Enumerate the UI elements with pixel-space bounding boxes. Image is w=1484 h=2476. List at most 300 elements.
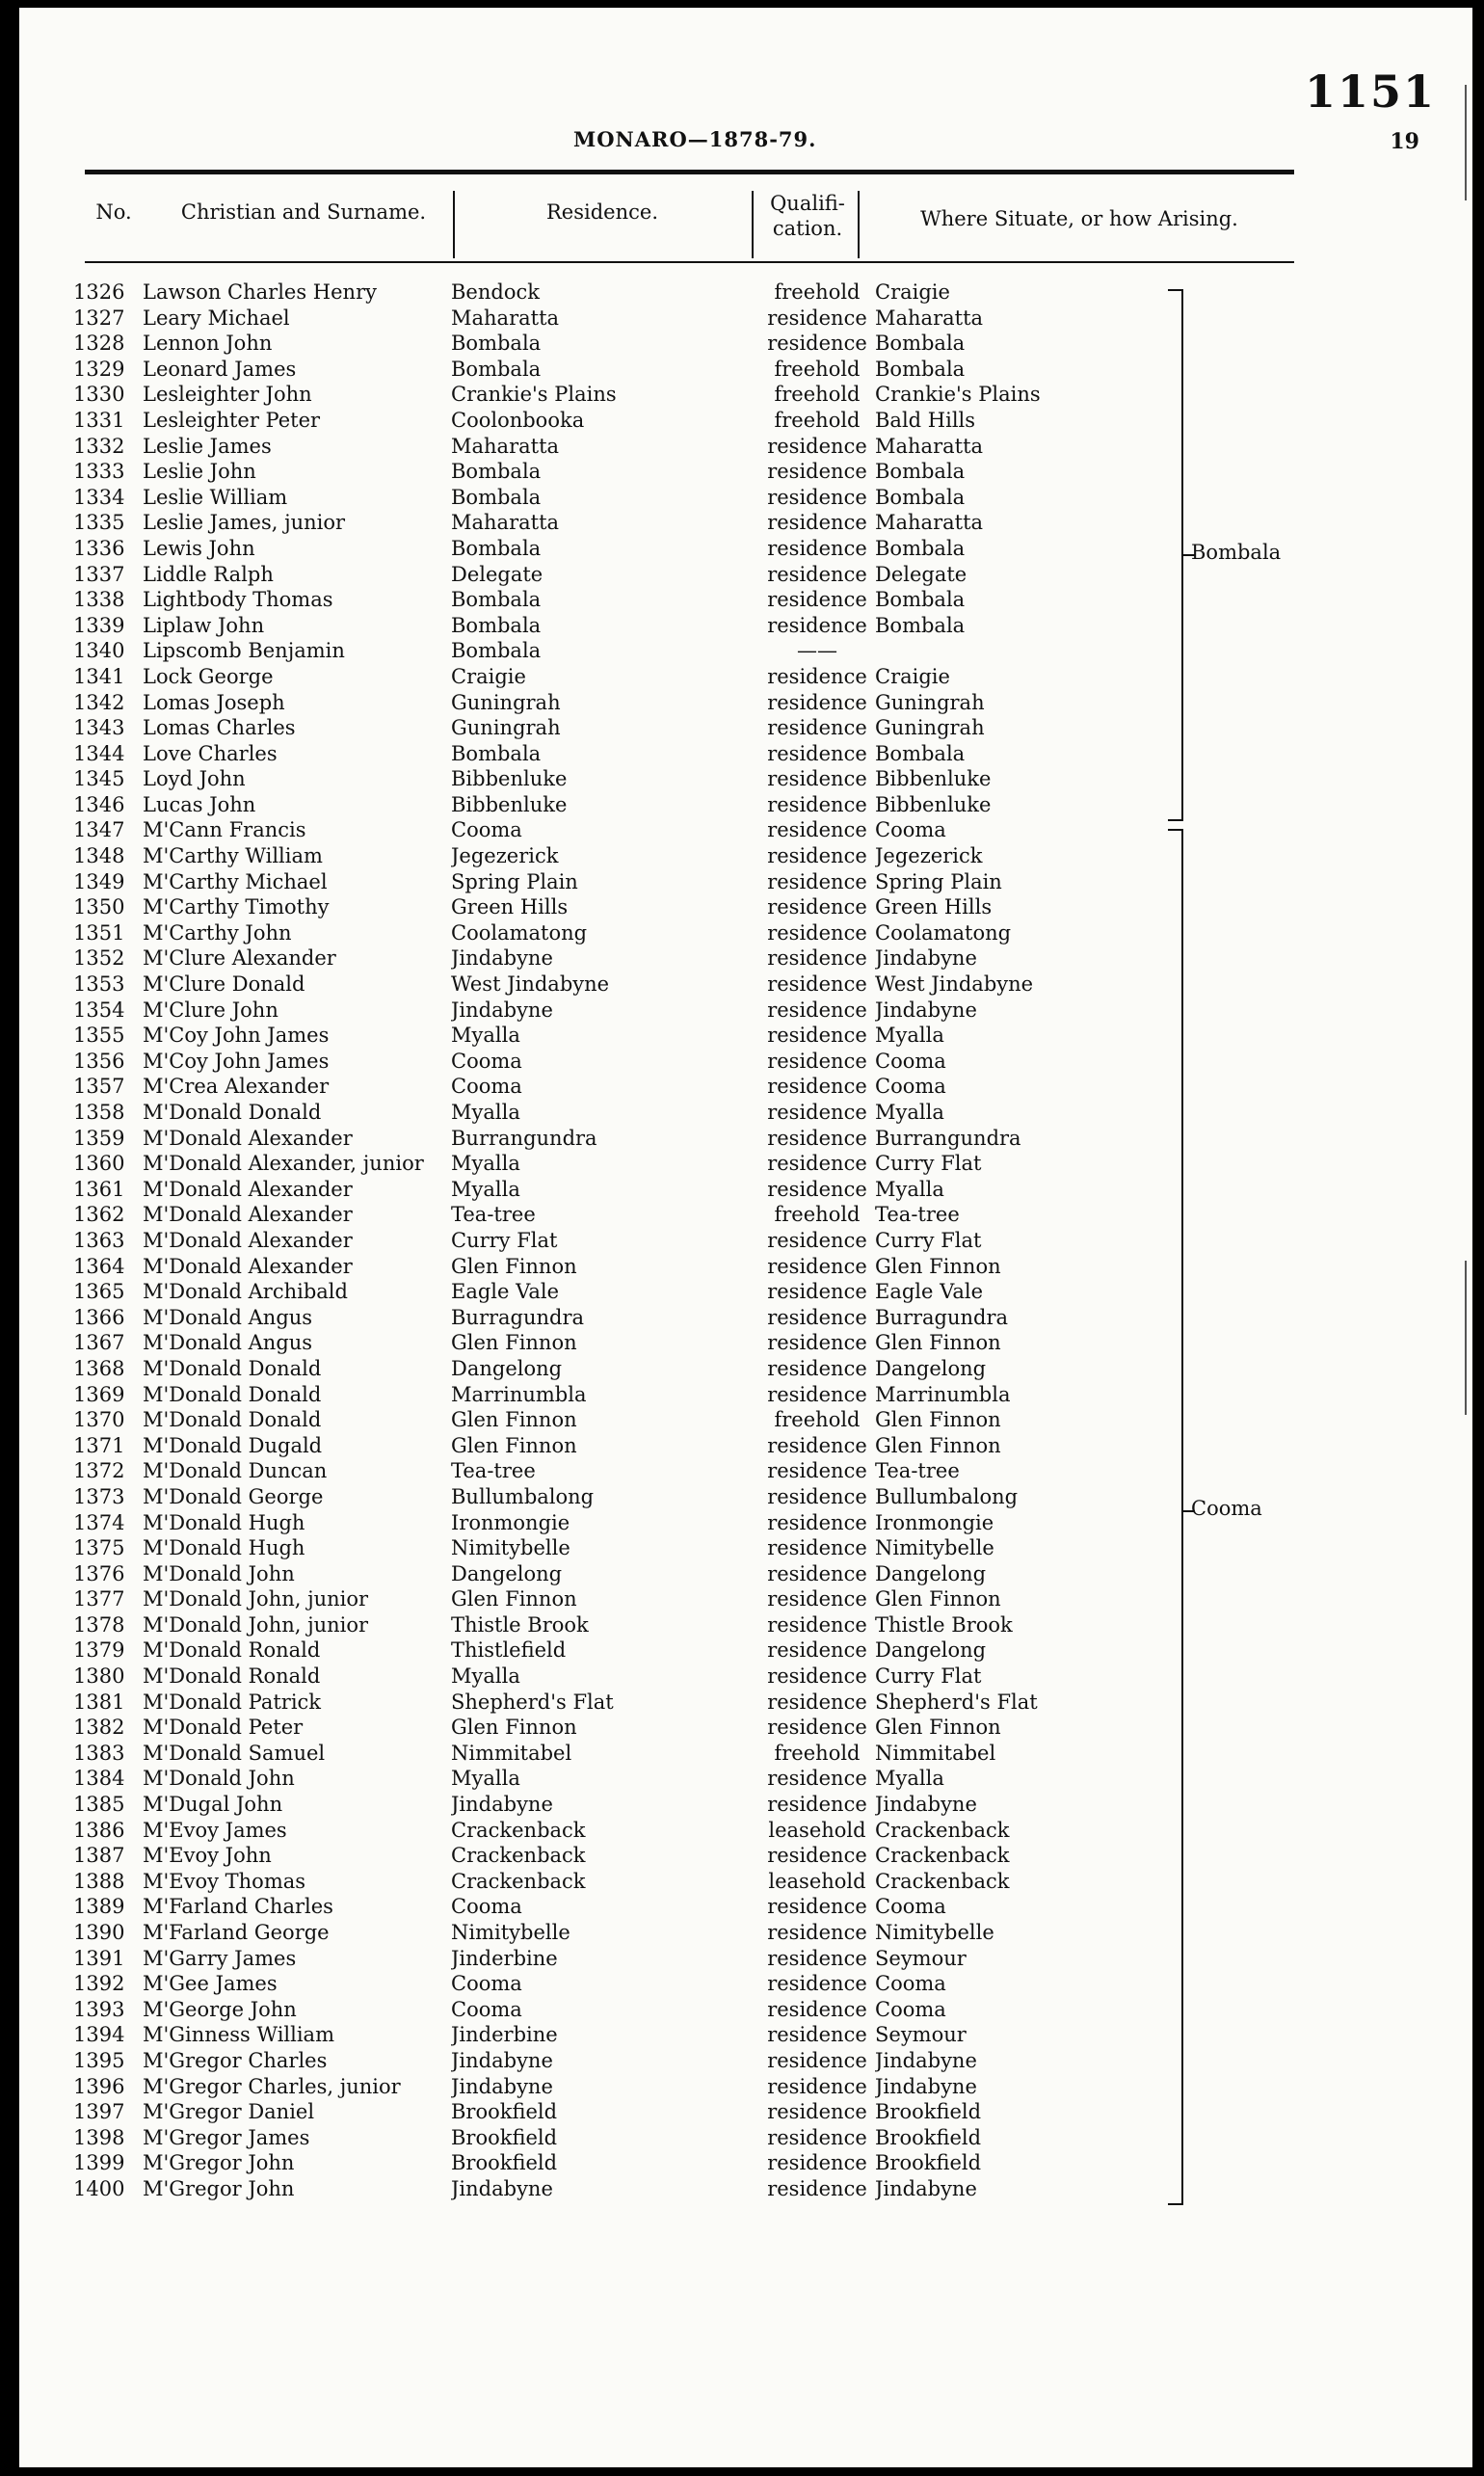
table-row bbox=[19, 664, 1472, 690]
voter-qualification: residence bbox=[767, 1844, 867, 1868]
voter-name: M'Clure Donald bbox=[143, 972, 305, 997]
row-number: 1345 bbox=[73, 767, 125, 791]
voter-where-situate: Glen Finnon bbox=[875, 1254, 1001, 1278]
voter-list bbox=[19, 280, 1472, 2202]
voter-where-situate: Myalla bbox=[875, 1101, 944, 1124]
row-number: 1389 bbox=[73, 1895, 125, 1919]
voter-where-situate: Coolamatong bbox=[875, 920, 1012, 945]
district-label-bombala: Bombala bbox=[1191, 541, 1282, 564]
column-divider bbox=[858, 191, 860, 258]
voter-where-situate: Maharatta bbox=[875, 306, 984, 330]
row-number: 1329 bbox=[73, 357, 125, 381]
voter-where-situate: Myalla bbox=[875, 1024, 944, 1048]
voter-residence: Glen Finnon bbox=[451, 1331, 577, 1355]
voter-name: Lipscomb Benjamin bbox=[143, 639, 345, 663]
table-row bbox=[19, 2048, 1472, 2074]
voter-where-situate: Tea-tree bbox=[875, 1459, 960, 1483]
table-row bbox=[19, 1946, 1472, 1972]
voter-residence: Shepherd's Flat bbox=[451, 1690, 614, 1714]
table-row bbox=[19, 1690, 1472, 1716]
voter-name: M'Donald Ronald bbox=[143, 1664, 321, 1689]
row-number: 1357 bbox=[73, 1075, 125, 1099]
voter-qualification: residence bbox=[767, 2100, 867, 2124]
voter-residence: Coolamatong bbox=[451, 920, 588, 945]
table-row bbox=[19, 1535, 1472, 1561]
voter-where-situate: Seymour bbox=[875, 2023, 967, 2047]
voter-residence: Nimmitabel bbox=[451, 1741, 572, 1765]
voter-residence: Tea-tree bbox=[451, 1203, 536, 1227]
voter-residence: Brookfield bbox=[451, 2100, 558, 2124]
row-number: 1352 bbox=[73, 946, 125, 971]
voter-name: M'Evoy John bbox=[143, 1844, 272, 1868]
row-number: 1355 bbox=[73, 1024, 125, 1048]
voter-residence: Cooma bbox=[451, 818, 522, 842]
table-row bbox=[19, 1049, 1472, 1075]
sheet-number: 19 bbox=[1390, 129, 1419, 154]
voter-qualification: residence bbox=[767, 1536, 867, 1560]
voter-residence: Bombala bbox=[451, 741, 542, 765]
row-number: 1351 bbox=[73, 920, 125, 945]
table-row bbox=[19, 792, 1472, 818]
voter-where-situate: Marrinumbla bbox=[875, 1382, 1011, 1406]
table-row bbox=[19, 306, 1472, 332]
table-row bbox=[19, 1254, 1472, 1280]
table-row bbox=[19, 1920, 1472, 1946]
voter-qualification: residence bbox=[767, 1152, 867, 1176]
row-number: 1344 bbox=[73, 741, 125, 765]
table-row bbox=[19, 1843, 1472, 1869]
voter-residence: Bombala bbox=[451, 588, 542, 612]
voter-name: Lomas Charles bbox=[143, 716, 296, 740]
table-row bbox=[19, 715, 1472, 741]
table-row bbox=[19, 1612, 1472, 1638]
row-number: 1399 bbox=[73, 2151, 125, 2175]
table-row bbox=[19, 945, 1472, 972]
table-row bbox=[19, 1586, 1472, 1612]
voter-name: M'Donald Duncan bbox=[143, 1459, 328, 1483]
table-row bbox=[19, 382, 1472, 408]
voter-where-situate: Myalla bbox=[875, 1767, 944, 1791]
voter-where-situate: Shepherd's Flat bbox=[875, 1690, 1038, 1714]
row-number: 1334 bbox=[73, 485, 125, 509]
voter-where-situate: Craigie bbox=[875, 664, 950, 688]
voter-name: Lightbody Thomas bbox=[143, 588, 333, 612]
voter-residence: Brookfield bbox=[451, 2125, 558, 2149]
row-number: 1397 bbox=[73, 2100, 125, 2124]
voter-name: M'Donald John, junior bbox=[143, 1612, 369, 1637]
voter-where-situate: Crackenback bbox=[875, 1818, 1010, 1842]
document-page bbox=[19, 8, 1472, 2467]
voter-residence: Jinderbine bbox=[451, 1946, 558, 1970]
page-edge-mark bbox=[1465, 1261, 1467, 1415]
row-number: 1387 bbox=[73, 1844, 125, 1868]
voter-name: M'Evoy Thomas bbox=[143, 1869, 306, 1893]
voter-name: M'Evoy James bbox=[143, 1818, 287, 1842]
table-row bbox=[19, 2125, 1472, 2151]
row-number: 1356 bbox=[73, 1049, 125, 1073]
voter-name: M'Donald George bbox=[143, 1484, 324, 1508]
table-row bbox=[19, 998, 1472, 1024]
voter-qualification: residence bbox=[767, 1997, 867, 2021]
voter-where-situate: Bombala bbox=[875, 536, 966, 560]
voter-where-situate: Bombala bbox=[875, 357, 966, 381]
row-number: 1374 bbox=[73, 1510, 125, 1534]
voter-where-situate: Crackenback bbox=[875, 1869, 1010, 1893]
row-number: 1359 bbox=[73, 1126, 125, 1150]
voter-name: Lock George bbox=[143, 664, 274, 688]
voter-where-situate: Delegate bbox=[875, 562, 967, 586]
voter-where-situate: Seymour bbox=[875, 1946, 967, 1970]
voter-qualification: residence bbox=[767, 613, 867, 637]
voter-qualification: residence bbox=[767, 1331, 867, 1355]
row-number: 1365 bbox=[73, 1280, 125, 1304]
voter-name: Lomas Joseph bbox=[143, 690, 285, 714]
table-row bbox=[19, 357, 1472, 383]
voter-qualification: residence bbox=[767, 1921, 867, 1944]
voter-name: M'Donald Alexander bbox=[143, 1126, 353, 1150]
voter-where-situate: Burragundra bbox=[875, 1305, 1009, 1329]
voter-where-situate: Bombala bbox=[875, 613, 966, 637]
voter-name: Liplaw John bbox=[143, 613, 265, 637]
table-row bbox=[19, 1637, 1472, 1664]
table-row bbox=[19, 1741, 1472, 1767]
voter-name: M'Donald Archibald bbox=[143, 1280, 348, 1304]
table-row bbox=[19, 434, 1472, 460]
voter-qualification: residence bbox=[767, 1716, 867, 1740]
voter-residence: Myalla bbox=[451, 1177, 520, 1201]
table-row bbox=[19, 1894, 1472, 1920]
voter-residence: Bombala bbox=[451, 332, 542, 356]
voter-where-situate: Bibbenluke bbox=[875, 767, 992, 791]
voter-where-situate: Cooma bbox=[875, 1075, 946, 1099]
voter-qualification: residence bbox=[767, 664, 867, 688]
voter-residence: Curry Flat bbox=[451, 1228, 558, 1252]
row-number: 1364 bbox=[73, 1254, 125, 1278]
voter-qualification: residence bbox=[767, 716, 867, 740]
voter-residence: Glen Finnon bbox=[451, 1433, 577, 1457]
table-row bbox=[19, 1356, 1472, 1382]
voter-name: Lesleighter John bbox=[143, 383, 312, 407]
table-row bbox=[19, 1766, 1472, 1792]
voter-residence: Bombala bbox=[451, 357, 542, 381]
voter-name: Liddle Ralph bbox=[143, 562, 274, 586]
table-row bbox=[19, 1100, 1472, 1126]
row-number: 1396 bbox=[73, 2074, 125, 2098]
voter-where-situate: Dangelong bbox=[875, 1561, 987, 1585]
voter-residence: Guningrah bbox=[451, 716, 561, 740]
voter-qualification: —— bbox=[797, 639, 837, 663]
voter-where-situate: Jindabyne bbox=[875, 2074, 977, 2098]
voter-residence: Glen Finnon bbox=[451, 1254, 577, 1278]
voter-where-situate: Bombala bbox=[875, 588, 966, 612]
table-row bbox=[19, 1202, 1472, 1228]
voter-name: M'Donald Donald bbox=[143, 1382, 322, 1406]
row-number: 1380 bbox=[73, 1664, 125, 1689]
voter-qualification: residence bbox=[767, 1561, 867, 1585]
voter-qualification: residence bbox=[767, 1664, 867, 1689]
voter-where-situate: Jindabyne bbox=[875, 2176, 977, 2200]
voter-where-situate: Bullumbalong bbox=[875, 1484, 1019, 1508]
table-row bbox=[19, 2074, 1472, 2100]
row-number: 1390 bbox=[73, 1921, 125, 1944]
column-header-residence: Residence. bbox=[546, 200, 658, 224]
voter-residence: Nimitybelle bbox=[451, 1921, 570, 1944]
voter-where-situate: Bombala bbox=[875, 485, 966, 509]
voter-residence: West Jindabyne bbox=[451, 972, 610, 997]
voter-name: Lewis John bbox=[143, 536, 255, 560]
row-number: 1377 bbox=[73, 1587, 125, 1611]
voter-where-situate: Jindabyne bbox=[875, 998, 977, 1022]
voter-name: M'Donald Peter bbox=[143, 1716, 304, 1740]
table-row bbox=[19, 1407, 1472, 1433]
table-row bbox=[19, 638, 1472, 664]
voter-residence: Cooma bbox=[451, 1049, 522, 1073]
voter-qualification: freehold bbox=[774, 1741, 861, 1765]
voter-name: M'George John bbox=[143, 1997, 297, 2021]
voter-qualification: residence bbox=[767, 1433, 867, 1457]
voter-name: M'Donald Alexander bbox=[143, 1203, 353, 1227]
table-row bbox=[19, 408, 1472, 434]
table-row bbox=[19, 894, 1472, 920]
voter-residence: Jindabyne bbox=[451, 2048, 553, 2072]
voter-residence: Craigie bbox=[451, 664, 526, 688]
row-number: 1327 bbox=[73, 306, 125, 330]
table-row bbox=[19, 920, 1472, 946]
voter-residence: Glen Finnon bbox=[451, 1587, 577, 1611]
column-header-name: Christian and Surname. bbox=[180, 200, 427, 224]
voter-name: M'Donald Ronald bbox=[143, 1638, 321, 1663]
row-number: 1337 bbox=[73, 562, 125, 586]
voter-residence: Glen Finnon bbox=[451, 1716, 577, 1740]
table-row bbox=[19, 1792, 1472, 1818]
table-row bbox=[19, 1330, 1472, 1356]
row-number: 1393 bbox=[73, 1997, 125, 2021]
voter-name: M'Farland Charles bbox=[143, 1895, 333, 1919]
voter-residence: Burrangundra bbox=[451, 1126, 597, 1150]
row-number: 1340 bbox=[73, 639, 125, 663]
voter-qualification: residence bbox=[767, 972, 867, 997]
voter-name: M'Donald Hugh bbox=[143, 1536, 305, 1560]
table-row bbox=[19, 1228, 1472, 1254]
voter-qualification: residence bbox=[767, 2074, 867, 2098]
voter-residence: Delegate bbox=[451, 562, 543, 586]
row-number: 1335 bbox=[73, 511, 125, 535]
voter-where-situate: Bombala bbox=[875, 741, 966, 765]
voter-where-situate: Brookfield bbox=[875, 2151, 982, 2175]
voter-residence: Crackenback bbox=[451, 1869, 586, 1893]
row-number: 1347 bbox=[73, 818, 125, 842]
voter-residence: Eagle Vale bbox=[451, 1280, 560, 1304]
row-number: 1363 bbox=[73, 1228, 125, 1252]
row-number: 1330 bbox=[73, 383, 125, 407]
voter-qualification: residence bbox=[767, 2151, 867, 2175]
voter-qualification: residence bbox=[767, 1638, 867, 1663]
voter-qualification: residence bbox=[767, 946, 867, 971]
table-row bbox=[19, 613, 1472, 639]
voter-qualification: residence bbox=[767, 998, 867, 1022]
row-number: 1384 bbox=[73, 1767, 125, 1791]
voter-qualification: residence bbox=[767, 1510, 867, 1534]
voter-where-situate: Curry Flat bbox=[875, 1664, 982, 1689]
voter-name: Leslie James, junior bbox=[143, 511, 346, 535]
voter-name: M'Farland George bbox=[143, 1921, 330, 1944]
voter-where-situate: Brookfield bbox=[875, 2100, 982, 2124]
voter-qualification: residence bbox=[767, 460, 867, 484]
voter-qualification: residence bbox=[767, 1382, 867, 1406]
voter-where-situate: Glen Finnon bbox=[875, 1433, 1001, 1457]
voter-residence: Bombala bbox=[451, 485, 542, 509]
row-number: 1360 bbox=[73, 1152, 125, 1176]
row-number: 1383 bbox=[73, 1741, 125, 1765]
table-row bbox=[19, 741, 1472, 767]
voter-residence: Glen Finnon bbox=[451, 1408, 577, 1432]
voter-where-situate: Nimmitabel bbox=[875, 1741, 996, 1765]
row-number: 1354 bbox=[73, 998, 125, 1022]
voter-where-situate: Jegezerick bbox=[875, 844, 983, 868]
table-row bbox=[19, 485, 1472, 511]
table-row bbox=[19, 2099, 1472, 2125]
table-row bbox=[19, 1458, 1472, 1484]
table-row bbox=[19, 2022, 1472, 2048]
header-top-rule bbox=[85, 170, 1294, 174]
voter-qualification: freehold bbox=[774, 357, 861, 381]
row-number: 1343 bbox=[73, 716, 125, 740]
table-row bbox=[19, 972, 1472, 998]
voter-where-situate: Tea-tree bbox=[875, 1203, 960, 1227]
voter-where-situate: Crankie's Plains bbox=[875, 383, 1041, 407]
voter-name: M'Donald Hugh bbox=[143, 1510, 305, 1534]
voter-qualification: residence bbox=[767, 2023, 867, 2047]
voter-residence: Jindabyne bbox=[451, 1793, 553, 1817]
page-title: MONARO—1878-79. bbox=[573, 127, 817, 151]
row-number: 1326 bbox=[73, 280, 125, 304]
column-divider bbox=[453, 191, 455, 258]
row-number: 1368 bbox=[73, 1356, 125, 1380]
table-row bbox=[19, 1074, 1472, 1100]
voter-qualification: residence bbox=[767, 2125, 867, 2149]
voter-residence: Thistle Brook bbox=[451, 1612, 589, 1637]
table-row bbox=[19, 690, 1472, 716]
row-number: 1381 bbox=[73, 1690, 125, 1714]
voter-where-situate: Burrangundra bbox=[875, 1126, 1021, 1150]
voter-where-situate: Curry Flat bbox=[875, 1152, 982, 1176]
voter-qualification: residence bbox=[767, 1126, 867, 1150]
voter-qualification: freehold bbox=[774, 1203, 861, 1227]
voter-residence: Jindabyne bbox=[451, 2074, 553, 2098]
voter-name: Lesleighter Peter bbox=[143, 408, 321, 432]
voter-where-situate: Brookfield bbox=[875, 2125, 982, 2149]
voter-where-situate: Green Hills bbox=[875, 895, 993, 919]
voter-qualification: residence bbox=[767, 1946, 867, 1970]
voter-where-situate: Cooma bbox=[875, 818, 946, 842]
voter-name: M'Donald Alexander bbox=[143, 1228, 353, 1252]
voter-qualification: residence bbox=[767, 1356, 867, 1380]
voter-residence: Bombala bbox=[451, 536, 542, 560]
table-row bbox=[19, 1177, 1472, 1203]
voter-name: M'Gregor Daniel bbox=[143, 2100, 315, 2124]
voter-where-situate: Curry Flat bbox=[875, 1228, 982, 1252]
table-row bbox=[19, 1151, 1472, 1177]
voter-qualification: residence bbox=[767, 1972, 867, 1996]
row-number: 1353 bbox=[73, 972, 125, 997]
voter-name: M'Donald Samuel bbox=[143, 1741, 326, 1765]
voter-name: M'Gregor John bbox=[143, 2176, 295, 2200]
voter-residence: Cooma bbox=[451, 1997, 522, 2021]
row-number: 1332 bbox=[73, 434, 125, 458]
column-header-qualification: Qualifi- cation. bbox=[770, 192, 845, 240]
table-row bbox=[19, 459, 1472, 485]
table-row bbox=[19, 1997, 1472, 2023]
table-row bbox=[19, 280, 1472, 306]
voter-residence: Jindabyne bbox=[451, 2176, 553, 2200]
voter-residence: Dangelong bbox=[451, 1356, 563, 1380]
voter-qualification: residence bbox=[767, 511, 867, 535]
voter-name: Leonard James bbox=[143, 357, 297, 381]
voter-name: M'Donald Angus bbox=[143, 1331, 313, 1355]
row-number: 1338 bbox=[73, 588, 125, 612]
voter-qualification: residence bbox=[767, 1767, 867, 1791]
row-number: 1366 bbox=[73, 1305, 125, 1329]
voter-where-situate: Eagle Vale bbox=[875, 1280, 984, 1304]
voter-name: M'Donald Patrick bbox=[143, 1690, 322, 1714]
voter-where-situate: Nimitybelle bbox=[875, 1536, 994, 1560]
voter-name: Leary Michael bbox=[143, 306, 290, 330]
voter-name: M'Carthy John bbox=[143, 920, 292, 945]
voter-name: M'Garry James bbox=[143, 1946, 297, 1970]
voter-qualification: residence bbox=[767, 869, 867, 893]
row-number: 1362 bbox=[73, 1203, 125, 1227]
voter-name: M'Clure John bbox=[143, 998, 278, 1022]
voter-name: Lucas John bbox=[143, 792, 256, 816]
table-row bbox=[19, 1433, 1472, 1459]
row-number: 1400 bbox=[73, 2176, 125, 2200]
voter-residence: Tea-tree bbox=[451, 1459, 536, 1483]
voter-residence: Jegezerick bbox=[451, 844, 559, 868]
voter-qualification: residence bbox=[767, 1101, 867, 1124]
voter-name: M'Gregor John bbox=[143, 2151, 295, 2175]
voter-residence: Jinderbine bbox=[451, 2023, 558, 2047]
table-row bbox=[19, 2176, 1472, 2202]
table-row bbox=[19, 331, 1472, 357]
voter-name: M'Donald Alexander, junior bbox=[143, 1152, 424, 1176]
voter-where-situate: Dangelong bbox=[875, 1356, 987, 1380]
district-brace-cooma bbox=[1168, 829, 1183, 2205]
voter-residence: Myalla bbox=[451, 1664, 520, 1689]
voter-residence: Bibbenluke bbox=[451, 767, 568, 791]
voter-residence: Myalla bbox=[451, 1152, 520, 1176]
voter-name: M'Coy John James bbox=[143, 1024, 330, 1048]
voter-qualification: residence bbox=[767, 1024, 867, 1048]
voter-qualification: freehold bbox=[774, 280, 861, 304]
voter-qualification: residence bbox=[767, 818, 867, 842]
row-number: 1386 bbox=[73, 1818, 125, 1842]
row-number: 1392 bbox=[73, 1972, 125, 1996]
voter-residence: Bombala bbox=[451, 613, 542, 637]
voter-name: M'Donald Donald bbox=[143, 1408, 322, 1432]
voter-where-situate: Bombala bbox=[875, 332, 966, 356]
voter-name: M'Donald Alexander bbox=[143, 1177, 353, 1201]
table-row bbox=[19, 869, 1472, 895]
voter-residence: Brookfield bbox=[451, 2151, 558, 2175]
voter-where-situate: Cooma bbox=[875, 1997, 946, 2021]
voter-residence: Maharatta bbox=[451, 511, 560, 535]
voter-name: M'Donald Dugald bbox=[143, 1433, 323, 1457]
voter-where-situate: Glen Finnon bbox=[875, 1587, 1001, 1611]
table-row bbox=[19, 843, 1472, 869]
voter-residence: Jindabyne bbox=[451, 998, 553, 1022]
voter-where-situate: Craigie bbox=[875, 280, 950, 304]
voter-qualification: residence bbox=[767, 1049, 867, 1073]
